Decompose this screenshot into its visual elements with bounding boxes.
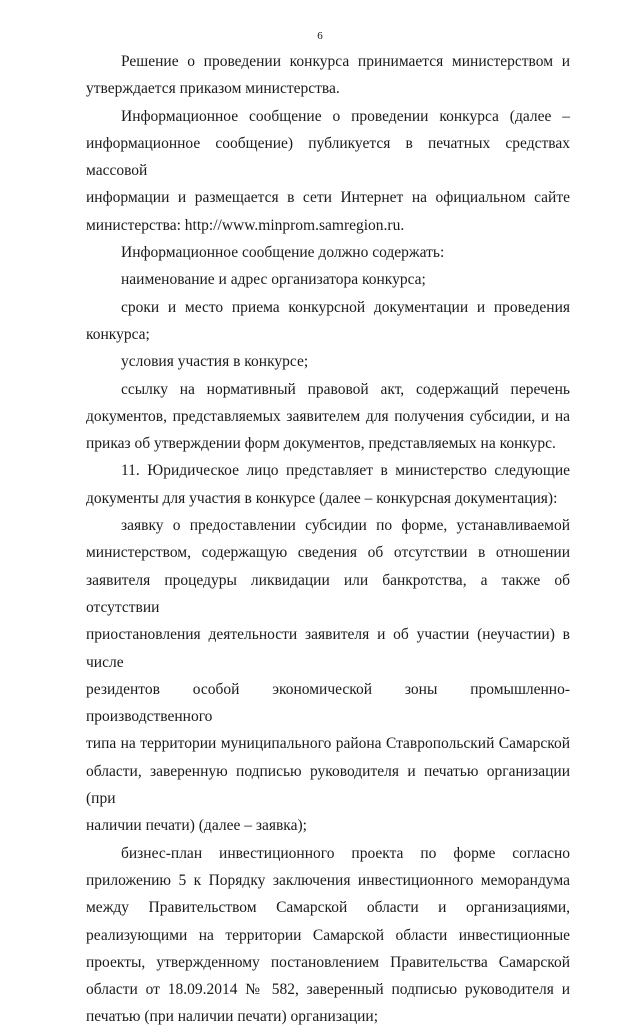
text-line: области, заверенную подписью руководителя и печатью организации (при bbox=[86, 762, 570, 808]
text-line: приложению 5 к Порядку заключения инвестиционного меморандума bbox=[86, 871, 570, 889]
text-line: документы для участия в конкурсе (далее – конкурсная документация): bbox=[86, 489, 558, 507]
paragraph bbox=[86, 840, 570, 1031]
text-line: бизнес-план инвестиционного проекта по форме согласно bbox=[121, 844, 570, 862]
text-line: между Правительством Самарской области и организациями, bbox=[86, 899, 570, 917]
paragraph bbox=[86, 294, 570, 349]
text-line: реализующими на территории Самарской области инвестиционные bbox=[86, 926, 570, 944]
paragraph bbox=[86, 376, 570, 458]
paragraph bbox=[86, 266, 570, 293]
text-line: Решение о проведении конкурса принимается министерством и bbox=[121, 53, 570, 70]
text-line: приостановления деятельности заявителя и об участии (неучастии) в числе bbox=[86, 626, 570, 671]
text-line: министерством, содержащую сведения об отсутствии в отношении bbox=[86, 544, 570, 562]
paragraph bbox=[86, 457, 570, 512]
paragraph bbox=[86, 512, 570, 840]
text-line: конкурса; bbox=[86, 325, 150, 343]
text-line: условия участия в конкурсе; bbox=[121, 353, 309, 371]
paragraph bbox=[86, 239, 570, 266]
text-line: проекты, утвержденному постановлением Правительства Самарской bbox=[86, 953, 570, 971]
page-number: 6 bbox=[317, 30, 323, 42]
text-line: заявителя процедуры ликвидации или банкротства, а также об отсутствии bbox=[86, 571, 570, 616]
text-line: области от 18.09.2014 № 582, заверенный подписью руководителя и bbox=[86, 981, 570, 999]
text-line: сроки и место приема конкурсной документации и проведения bbox=[121, 298, 570, 316]
paragraph bbox=[86, 348, 570, 375]
text-line: 11. Юридическое лицо представляет в министерство следующие bbox=[121, 462, 570, 480]
text-line: приказ об утверждении форм документов, представляемых на конкурс. bbox=[86, 435, 556, 453]
text-line: Информационное сообщение должно содержать: bbox=[121, 244, 445, 262]
paragraph bbox=[86, 48, 570, 103]
text-line: документов, представляемых заявителем для получения субсидии, и на bbox=[86, 407, 570, 425]
text-line: резидентов особой экономической зоны промышленно-производственного bbox=[86, 680, 570, 726]
paragraph bbox=[86, 103, 570, 239]
document-body bbox=[86, 48, 570, 1031]
text-line: заявку о предоставлении субсидии по форме, устанавливаемой bbox=[121, 517, 570, 535]
text-line: печатью (при наличии печати) организации; bbox=[86, 1008, 379, 1026]
text-line: наименование и адрес организатора конкурса; bbox=[121, 271, 426, 289]
text-line: Информационное сообщение о проведении конкурса (далее – bbox=[121, 107, 570, 125]
text-line: типа на территории муниципального района Ставропольский Самарской bbox=[86, 735, 570, 753]
text-line: наличии печати) (далее – заявка); bbox=[86, 817, 307, 835]
text-line: информации и размещается в сети Интернет на официальном сайте bbox=[86, 189, 570, 207]
text-line: информационное сообщение) публикуется в печатных средствах массовой bbox=[86, 134, 570, 180]
text-line: утверждается приказом министерства. bbox=[86, 80, 340, 98]
text-line: министерства: http://www.minprom.samregion.ru. bbox=[86, 216, 405, 234]
text-line: ссылку на нормативный правовой акт, содержащий перечень bbox=[121, 380, 570, 398]
